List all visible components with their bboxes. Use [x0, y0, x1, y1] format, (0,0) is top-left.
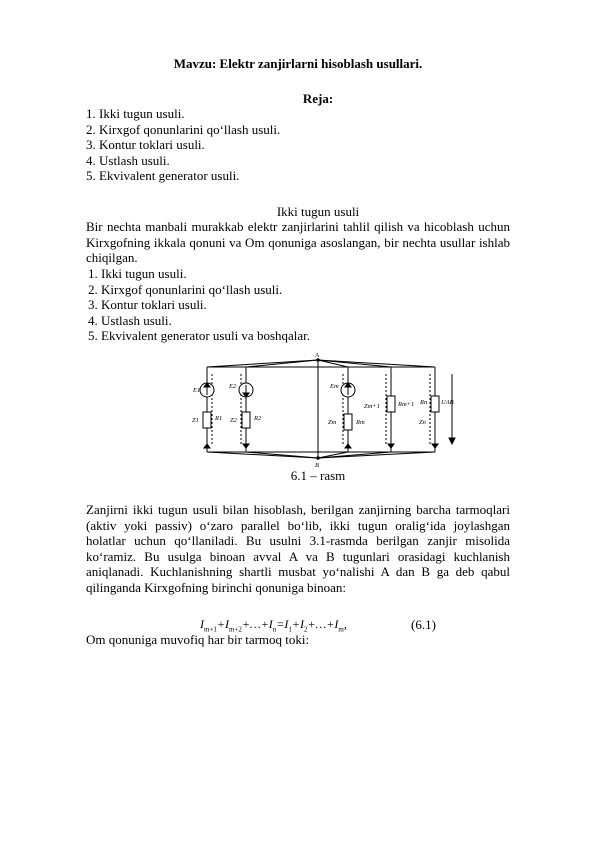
- plan-item: 1. Ikki tugun usuli.: [86, 106, 185, 121]
- resistor-rn-icon: [431, 396, 439, 412]
- eq-term: I: [225, 617, 230, 631]
- rm1-label: Rm+1: [398, 401, 415, 408]
- r2-label: R2: [254, 415, 262, 422]
- eq-term: I: [268, 617, 273, 631]
- eq-subscript: m+2: [229, 625, 242, 634]
- zn-label: Zn: [419, 419, 426, 426]
- resistor-r1-icon: [203, 412, 211, 428]
- method-list-item: 2. Kirxgof qonunlarini qo‘llash usuli.: [88, 281, 283, 297]
- resistor-rm-icon: [344, 414, 352, 430]
- r1-label: R1: [215, 415, 223, 422]
- plan-item: 3. Kontur toklari usuli.: [86, 137, 205, 152]
- eq-subscript: 2: [304, 625, 308, 634]
- eq-subscript: m: [338, 625, 344, 634]
- method-list-item: 1. Ikki tugun usuli.: [88, 266, 187, 281]
- eq-term: I: [200, 617, 204, 631]
- plan-item: 2. Kirxgof qonunlarini qo‘llash usuli.: [86, 121, 281, 137]
- plan-list: [86, 106, 280, 184]
- resistor-rm1-icon: [387, 396, 395, 412]
- z1-label: Z1: [192, 417, 199, 424]
- eq-operator: +…+: [241, 617, 269, 631]
- node-a-label: A: [315, 352, 319, 359]
- circuit-diagram: [190, 350, 460, 472]
- plan-heading: Reja:: [302, 91, 334, 106]
- method-list-item: 5. Ekvivalent generator usuli va boshqalar.: [88, 328, 311, 343]
- eq-subscript: n: [272, 625, 277, 634]
- eq-operator: +: [291, 617, 301, 631]
- eq-term: I: [300, 617, 305, 631]
- equation-number: (6.1): [411, 617, 436, 632]
- rm-label: Rm: [356, 419, 365, 426]
- em-label: Em: [330, 383, 339, 390]
- eq-operator: +: [216, 617, 226, 631]
- plan-item: 4. Ustlash usuli.: [86, 152, 170, 168]
- closing-paragraph: Om qonuniga muvofiq har bir tarmoq toki:: [86, 632, 310, 647]
- section-title: Ikki tugun usuli: [276, 204, 360, 219]
- method-list-item: 4. Ustlash usuli.: [88, 312, 172, 328]
- plan-item: 5. Ekvivalent generator usuli.: [86, 168, 240, 183]
- method-paragraph: Zanjirni ikki tugun usuli bilan hisoblash, berilgan zanjirning barcha tarmoqlari (aktiv yoki passiv) o‘zaro parallel bo‘lib, ikki tugun oralig‘ida joylashgan holatlar uchun qo‘llaniladi. Bu usulni 3.1-rasmda berilgan zanjir misolida ko‘ramiz. Bu usulga binoan avval A va B tugunlari orasidagi kuchlanish aniqlanadi. Kuchlanishning shartli musbat yo‘nalishi A dan B ga deb qabul qilinganda Kirxgofning birinchi qonuniga binoan:: [86, 502, 510, 595]
- eq-operator: =: [276, 617, 285, 631]
- eq-operator: +…+: [307, 617, 335, 631]
- e1-label: E1: [193, 387, 201, 394]
- eq-subscript: m+1: [204, 625, 217, 634]
- eq-term: I: [284, 617, 289, 631]
- method-list-item: 3. Kontur toklari usuli.: [88, 297, 207, 312]
- eq-operator: ,: [343, 617, 347, 631]
- uab-label: UAB: [441, 399, 454, 406]
- resistor-r2-icon: [242, 412, 250, 428]
- eq-subscript: 1: [288, 625, 292, 634]
- eq-term: I: [334, 617, 339, 631]
- rn-label: Rn: [420, 399, 428, 406]
- intro-paragraph: Bir nechta manbali murakkab elektr zanjirlarini tahlil qilish va hicoblash uchun Kirxgofning ikkala qonuni va Om qonuniga asoslangan, bir nechta usullar ishlab chiqilgan.: [86, 219, 510, 265]
- z2-label: Z2: [230, 417, 237, 424]
- node-b-label: B: [315, 462, 319, 469]
- zm-label: Zm: [328, 419, 337, 426]
- page-title: Mavzu: Elektr zanjirlarni hisoblash usullari.: [173, 56, 423, 71]
- figure-caption: 6.1 – rasm: [290, 468, 346, 483]
- method-list: [88, 266, 310, 344]
- e2-label: E2: [229, 383, 237, 390]
- zm1-label: Zm+1: [364, 403, 380, 410]
